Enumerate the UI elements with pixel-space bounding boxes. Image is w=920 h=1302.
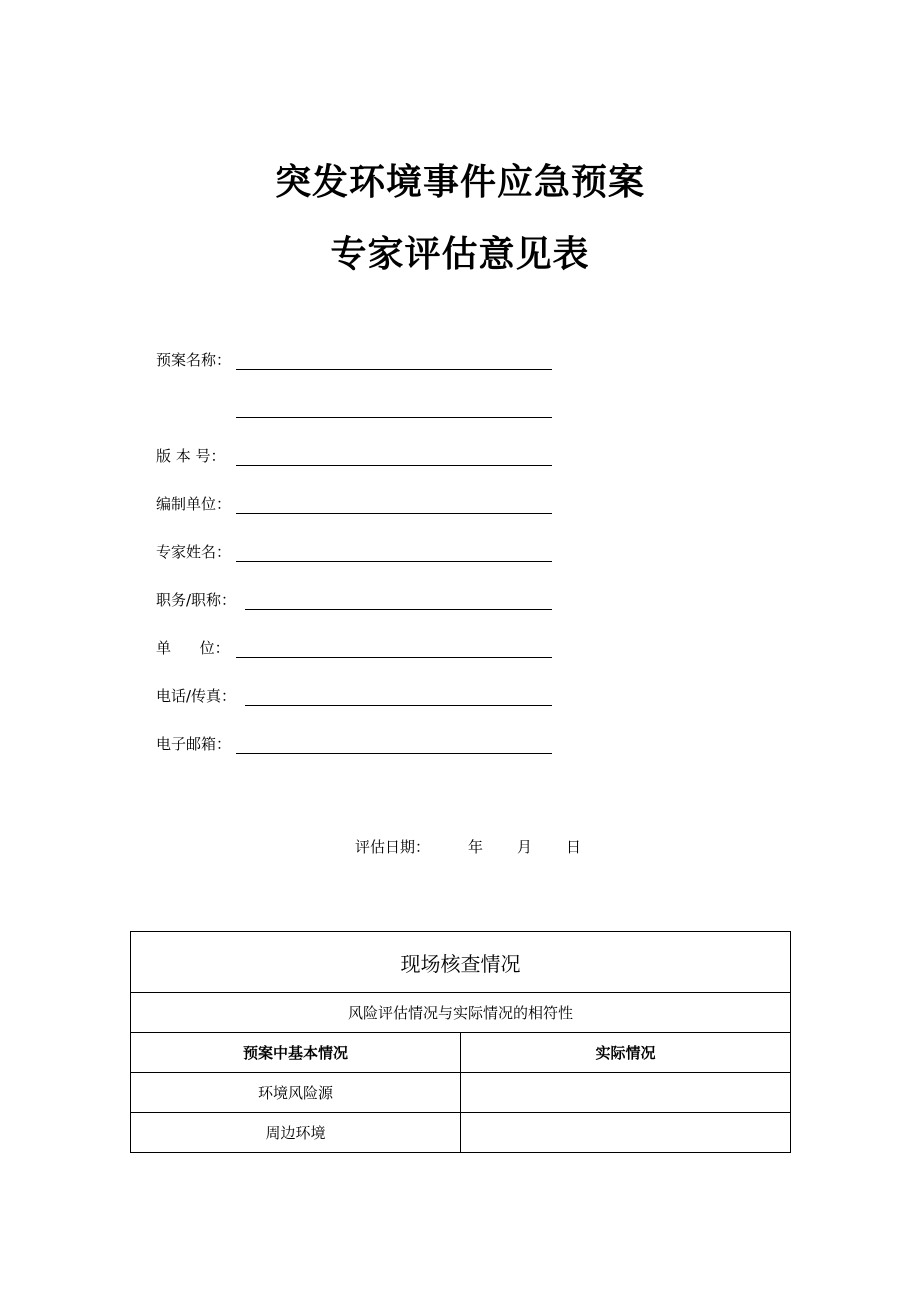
document-title-line1: 突发环境事件应急预案 <box>274 162 645 203</box>
email-label: 电子邮箱： <box>156 735 232 753</box>
table-row <box>131 1073 791 1113</box>
date-year: 年 <box>468 838 484 856</box>
unit-line[interactable] <box>236 657 552 658</box>
unit-label: 单 位： <box>156 639 230 657</box>
date-day: 日 <box>566 838 582 856</box>
version-line[interactable] <box>236 465 552 466</box>
position-title-line[interactable] <box>245 609 552 610</box>
row-actual-cell[interactable] <box>461 1113 791 1153</box>
table-subheading: 风险评估情况与实际情况的相符性 <box>131 993 791 1033</box>
table-row <box>131 1113 791 1153</box>
column-header-plan-basics: 预案中基本情况 <box>131 1033 461 1073</box>
phone-fax-label: 电话/传真： <box>156 687 237 705</box>
row-item-label: 周边环境 <box>131 1113 461 1153</box>
expert-name-line[interactable] <box>236 561 552 562</box>
evaluation-date-label: 评估日期： <box>355 838 431 856</box>
document-title-line2: 专家评估意见表 <box>330 234 590 275</box>
version-label: 版 本 号： <box>156 447 226 465</box>
site-check-table <box>130 931 791 1153</box>
position-title-label: 职务/职称： <box>156 591 237 609</box>
row-item-label: 环境风险源 <box>131 1073 461 1113</box>
email-line[interactable] <box>236 753 552 754</box>
phone-fax-line[interactable] <box>245 705 552 706</box>
expert-name-label: 专家姓名： <box>156 543 232 561</box>
table-heading: 现场核查情况 <box>131 932 791 993</box>
compiling-unit-line[interactable] <box>236 513 552 514</box>
plan-name-label: 预案名称： <box>156 351 232 369</box>
compiling-unit-label: 编制单位： <box>156 495 232 513</box>
plan-name-continued-line[interactable] <box>236 417 552 418</box>
plan-name-line[interactable] <box>236 369 552 370</box>
date-month: 月 <box>517 838 533 856</box>
column-header-actual: 实际情况 <box>461 1033 791 1073</box>
row-actual-cell[interactable] <box>461 1073 791 1113</box>
